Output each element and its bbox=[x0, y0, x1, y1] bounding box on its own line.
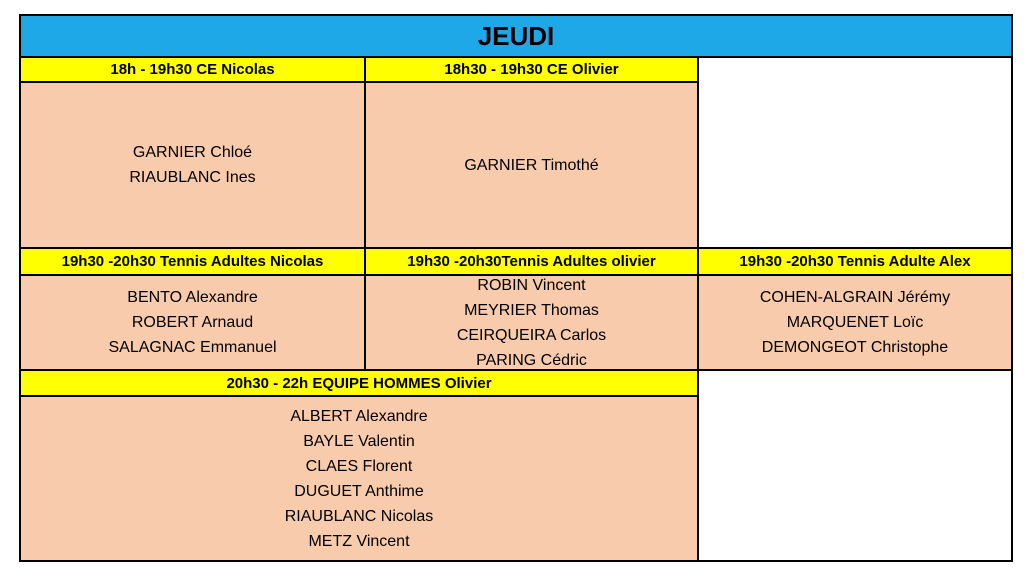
player-name: SALAGNAC Emmanuel bbox=[108, 339, 277, 356]
slot-header-ce-olivier: 18h30 - 19h30 CE Olivier bbox=[364, 56, 699, 83]
player-name: GARNIER Timothé bbox=[464, 156, 599, 174]
player-name: ALBERT Alexandre bbox=[290, 407, 428, 425]
player-name: CLAES Florent bbox=[305, 457, 413, 475]
player-name: PARING Cédric bbox=[476, 351, 587, 369]
slot-group-adultes-olivier bbox=[364, 274, 699, 371]
player-name: COHEN-ALGRAIN Jérémy bbox=[759, 289, 951, 306]
player-name: DUGUET Anthime bbox=[294, 482, 424, 500]
slot-header-adultes-olivier: 19h30 -20h30Tennis Adultes olivier bbox=[364, 247, 699, 276]
slot-header-adultes-nicolas: 19h30 -20h30 Tennis Adultes Nicolas bbox=[19, 247, 366, 276]
player-name: GARNIER Chloé bbox=[132, 144, 253, 161]
slot-group-adultes-nicolas bbox=[19, 274, 366, 371]
player-name: ROBERT Arnaud bbox=[131, 314, 254, 331]
day-title: JEUDI bbox=[19, 14, 1013, 58]
empty-cell bbox=[697, 369, 1013, 562]
player-name: BENTO Alexandre bbox=[127, 289, 258, 306]
player-name: ROBIN Vincent bbox=[477, 276, 586, 294]
player-name: MARQUENET Loïc bbox=[786, 314, 924, 331]
slot-group-ce-nicolas bbox=[19, 81, 366, 249]
slot-header-equipe-hommes: 20h30 - 22h EQUIPE HOMMES Olivier bbox=[19, 369, 699, 397]
player-name: CEIRQUEIRA Carlos bbox=[456, 326, 607, 344]
player-name: MEYRIER Thomas bbox=[464, 301, 599, 319]
slot-header-adulte-alex: 19h30 -20h30 Tennis Adulte Alex bbox=[697, 247, 1013, 276]
player-name: RIAUBLANC Ines bbox=[129, 169, 256, 186]
slot-group-adulte-alex bbox=[697, 274, 1013, 371]
slot-group-equipe-hommes bbox=[19, 395, 699, 562]
empty-cell bbox=[697, 56, 1013, 249]
player-name: DEMONGEOT Christophe bbox=[761, 339, 949, 356]
slot-group-ce-olivier bbox=[364, 81, 699, 249]
player-name: BAYLE Valentin bbox=[303, 432, 415, 450]
player-name: METZ Vincent bbox=[308, 532, 410, 550]
slot-header-ce-nicolas: 18h - 19h30 CE Nicolas bbox=[19, 56, 366, 83]
player-name: RIAUBLANC Nicolas bbox=[284, 507, 434, 525]
